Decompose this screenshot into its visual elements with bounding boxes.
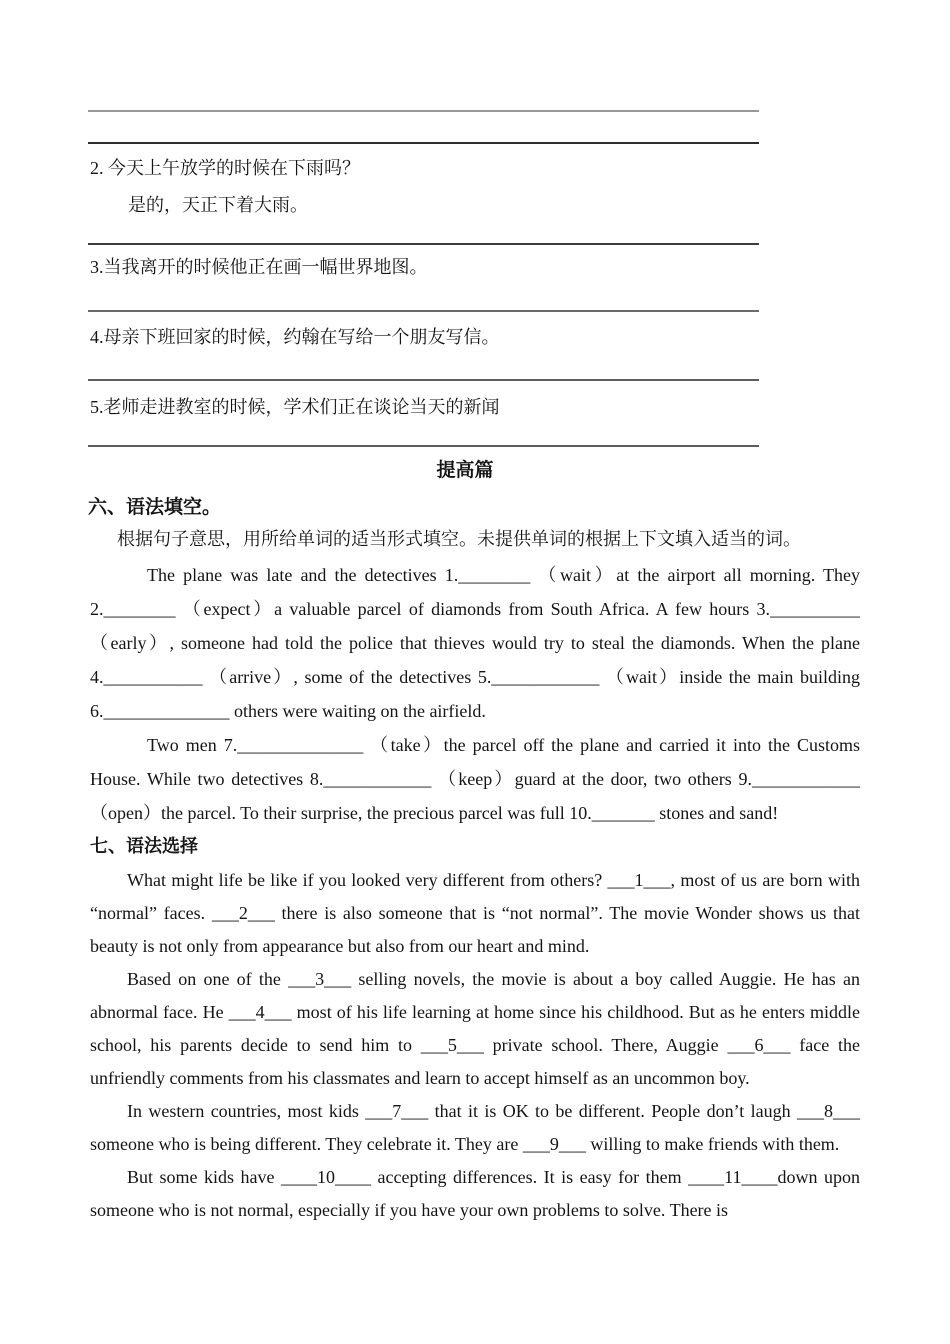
grammar-choice-paragraph-3: In western countries, most kids ___7___ that it is OK to be different. People don’t laugh ___8___ someone who is being different. They celebrate it. They are ___9___ willing to make friends with them. bbox=[90, 1101, 860, 1154]
grammar-choice-paragraph-2: Based on one of the ___3___ selling novels, the movie is about a boy called Auggie. He has an abnormal face. He ___4___ most of his life learning at home since his childhood. But as he enters middle school, his parents decide to send him to ___5___ private school. There, Auggie ___6___ face the unfriendly comments from his classmates and learn to accept himself as an uncommon boy. bbox=[90, 969, 860, 1088]
question-3-text: 3.当我离开的时候他正在画一幅世界地图。 bbox=[90, 257, 428, 277]
answer-blank-line-4[interactable] bbox=[88, 310, 759, 312]
section-7-heading: 七、语法选择 bbox=[90, 836, 198, 857]
grammar-fill-paragraph-2: Two men 7.______________ （take）the parcel off the plane and carried it into the Customs House. While two detectives 8.____________ （keep）guard at the door, two others 9.____________ （open）the parcel. To their surprise, the precious parcel was full 10._______ stones and sand! bbox=[90, 735, 860, 823]
section-6-heading: 六、语法填空。 bbox=[88, 496, 222, 518]
answer-blank-line-1[interactable] bbox=[88, 110, 759, 112]
answer-blank-line-5[interactable] bbox=[88, 379, 759, 381]
question-4-text: 4.母亲下班回家的时候，约翰在写给一个朋友写信。 bbox=[90, 327, 500, 347]
grammar-fill-paragraph-1: The plane was late and the detectives 1.________ （wait）at the airport all morning. They 2.________ （expect）a valuable parcel of diamonds from South Africa. A few hours 3.__________ （early）, someone had told the police that thieves would try to steal the diamonds. When the plane 4.___________ （arrive）, some of the detectives 5.____________ （wait）inside the main building 6.______________ others were waiting on the airfield. bbox=[90, 565, 860, 721]
grammar-choice-paragraph-1: What might life be like if you looked very different from others? ___1___, most of us are born with “normal” faces. ___2___ there is also someone that is “not normal”. The movie Wonder shows us that beauty is not only from appearance but also from our heart and mind. bbox=[90, 870, 860, 956]
answer-blank-line-3[interactable] bbox=[88, 243, 759, 245]
passages-area bbox=[90, 558, 860, 1227]
section-6-instruction: 根据句子意思，用所给单词的适当形式填空。未提供单词的根据上下文填入适当的词。 bbox=[117, 529, 801, 549]
grammar-choice-paragraph-4: But some kids have ____10____ accepting differences. It is easy for them ____11____down upon someone who is not normal, especially if you have your own problems to solve. There is bbox=[90, 1167, 860, 1220]
answer-blank-line-6[interactable] bbox=[88, 445, 759, 447]
question-2-text: 2. 今天上午放学的时候在下雨吗？ bbox=[90, 158, 360, 178]
question-5-text: 5.老师走进教室的时候，学术们正在谈论当天的新闻 bbox=[90, 397, 500, 417]
question-2-reply-text: 是的，天正下着大雨。 bbox=[128, 195, 308, 215]
advanced-section-title: 提高篇 bbox=[436, 459, 494, 481]
answer-blank-line-2[interactable] bbox=[88, 142, 759, 144]
